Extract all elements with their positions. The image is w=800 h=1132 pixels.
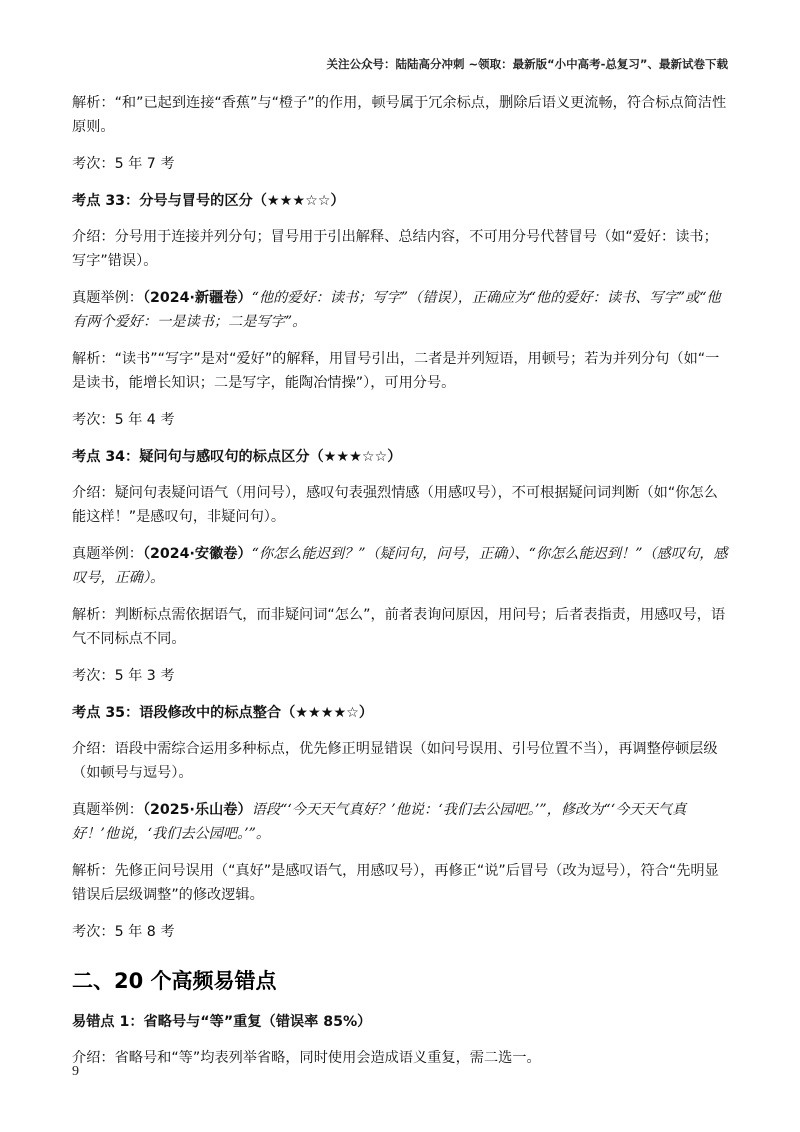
- error-point-title: 易错点 1：省略号与“等”重复（错误率 85%）: [72, 1014, 372, 1030]
- example-text: 语段“‘今天天气真好？’他说：‘我们去公园吧。’”，修改为“‘今天天气真好！’他说，‘我们去公园吧。’”。: [72, 802, 687, 842]
- intro-paragraph: 介绍：分号用于连接并列分句；冒号用于引出解释、总结内容，不可用分号代替冒号（如“爱好：读书；写字”错误）。: [72, 229, 718, 269]
- example-source: （2024·新疆卷）: [142, 290, 252, 306]
- kaodian-33: [72, 189, 728, 432]
- page-content: [72, 91, 728, 1083]
- example-label: 真题举例：: [72, 546, 143, 562]
- example-text: “你怎么能迟到？”（疑问句，问号，正确）、“你怎么能迟到！”（感叹句，感叹号，正确）。: [72, 546, 728, 586]
- example-label: 真题举例：: [72, 802, 143, 818]
- kaodian-title: 考点 33：分号与冒号的区分（★★★☆☆）: [72, 193, 345, 209]
- example-paragraph: [72, 798, 728, 846]
- kaodian-34: [72, 445, 728, 688]
- analysis-paragraph: 解析：“读书”“写字”是对“爱好”的解释，用冒号引出，二者是并列短语，用顿号；若为并列分句（如“一是读书，能增长知识；二是写字，能陶冶情操”），可用分号。: [72, 351, 720, 391]
- page-header: 关注公众号：陆陆高分冲刺 ~领取：最新版“小中高考-总复习”、最新试卷下载: [326, 57, 728, 71]
- exam-count: 考次：5 年 3 考: [72, 668, 175, 684]
- example-source: （2025·乐山卷）: [142, 802, 252, 818]
- example-paragraph: [72, 542, 728, 590]
- exam-count: 考次：5 年 8 考: [72, 924, 175, 940]
- analysis-paragraph: 解析：先修正问号误用（“真好”是感叹语气，用感叹号），再修正“说”后冒号（改为逗号），符合“先明显错误后层级调整”的修改逻辑。: [72, 863, 719, 903]
- analysis-paragraph: 解析：判断标点需依据语气，而非疑问词“怎么”，前者表询问原因，用问号；后者表指责，用感叹号，语气不同标点不同。: [72, 607, 726, 647]
- example-text: “他的爱好：读书；写字”（错误），正确应为“他的爱好：读书、写字”或“他有两个爱好：一是读书；二是写字”。: [72, 290, 721, 330]
- intro-paragraph: 介绍：疑问句表疑问语气（用问号），感叹句表强烈情感（用感叹号），不可根据疑问词判断（如“你怎么能这样！”是感叹句，非疑问句）。: [72, 485, 718, 525]
- example-label: 真题举例：: [72, 290, 143, 306]
- kaodian-title: 考点 34：疑问句与感叹句的标点区分（★★★☆☆）: [72, 449, 402, 465]
- example-source: （2024·安徽卷）: [142, 546, 252, 562]
- exam-count: 考次：5 年 7 考: [72, 156, 175, 172]
- intro-paragraph: 介绍：省略号和“等”均表列举省略，同时使用会造成语义重复，需二选一。: [72, 1050, 541, 1066]
- section-title: 二、20 个高频易错点: [72, 969, 277, 993]
- analysis-paragraph: 解析：“和”已起到连接“香蕉”与“橙子”的作用，顿号属于冗余标点，删除后语义更流畅，符合标点简洁性原则。: [72, 95, 727, 135]
- kaodian-title: 考点 35：语段修改中的标点整合（★★★★☆）: [72, 705, 374, 721]
- intro-paragraph: 介绍：语段中需综合运用多种标点，优先修正明显错误（如问号误用、引号位置不当），再调整停顿层级（如顿号与逗号）。: [72, 741, 718, 781]
- exam-count: 考次：5 年 4 考: [72, 412, 175, 428]
- page-number: 9: [72, 1064, 79, 1079]
- example-paragraph: [72, 286, 728, 334]
- kaodian-35: [72, 701, 728, 944]
